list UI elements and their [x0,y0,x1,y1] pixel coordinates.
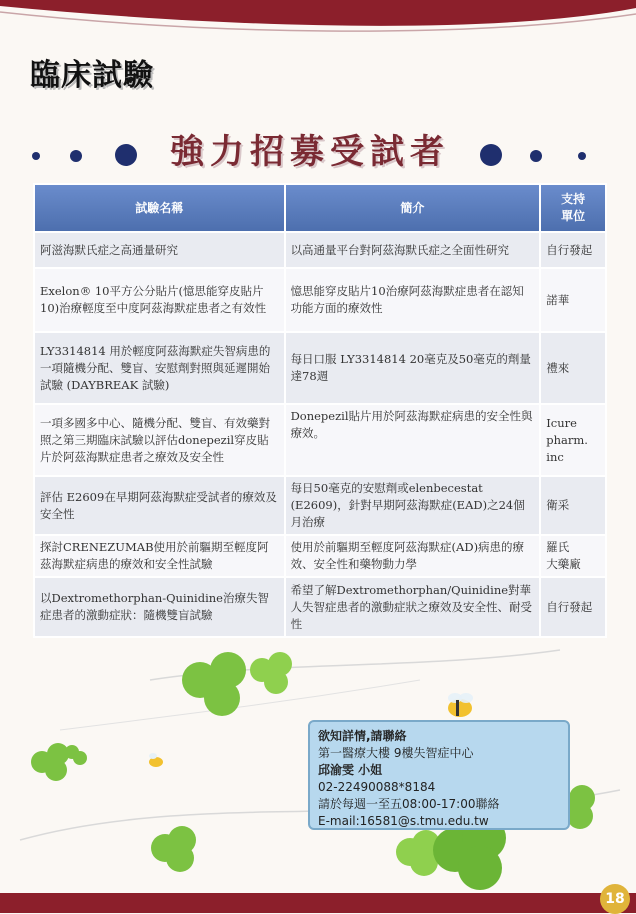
recruitment-banner: 強力招募受試者 [170,132,450,172]
trial-description: 使用於前驅期至輕度阿茲海默症(AD)病患的療效、安全性和藥物動力學 [285,535,541,577]
trial-sponsor: 禮來 [540,332,606,404]
dot [32,152,40,160]
table-row [34,535,606,577]
header-sponsor: 支持 單位 [540,184,606,232]
contact-hours: 請於每週一至五08:00-17:00聯絡 [318,797,500,811]
trial-name: 評估 E2609在早期阿茲海默症受試者的療效及安全性 [34,476,285,535]
trial-sponsor: 自行發起 [540,577,606,637]
header-trial-name: 試驗名稱 [34,184,285,232]
contact-phone: 02-22490088*8184 [318,780,436,794]
trial-name: 一項多國多中心、隨機分配、雙盲、有效藥對照之第三期臨床試驗以評估donepezil穿皮貼片於阿茲海默症患者之療效及安全性 [34,404,285,476]
top-swoosh-decoration [0,0,636,40]
table-row [34,268,606,332]
clover-icon [250,652,292,694]
trial-description: 以高通量平台對阿茲海默氏症之全面性研究 [285,232,541,268]
contact-info-box [308,720,570,830]
table-row [34,577,606,637]
table-row [34,404,606,476]
trial-name: LY3314814 用於輕度阿茲海默症失智病患的一項隨機分配、雙盲、安慰劑對照與延遲開始試驗 (DAYBREAK 試驗) [34,332,285,404]
trial-description: 憶思能穿皮貼片10治療阿茲海默症患者在認知功能方面的療效性 [285,268,541,332]
dot [115,144,137,166]
table-header-row [34,184,606,232]
trial-sponsor: Icure pharm. inc [540,404,606,476]
trial-sponsor: 衛采 [540,476,606,535]
trial-description: 希望了解Dextromethorphan/Quinidine對華人失智症患者的激動症狀之療效及安全性、耐受性 [285,577,541,637]
trial-sponsor: 諾華 [540,268,606,332]
dot [530,150,542,162]
trials-table [33,183,607,638]
dot [480,144,502,166]
contact-heading: 欲知詳情,請聯絡 [318,729,407,743]
page-number: 18 [600,884,630,914]
contact-person: 邱渝雯 小姐 [318,763,383,777]
bee-icon [149,753,163,767]
table-row [34,476,606,535]
trial-description: 每日口服 LY3314814 20毫克及50毫克的劑量達78週 [285,332,541,404]
dot [578,152,586,160]
dot [70,150,82,162]
section-title: 臨床試驗 [30,58,154,93]
trial-description: 每日50毫克的安慰劑或elenbecestat (E2609)，針對早期阿茲海默症(EAD)之24個月治療 [285,476,541,535]
trial-name: Exelon® 10平方公分貼片(憶思能穿皮貼片10)治療輕度至中度阿茲海默症患者之有效性 [34,268,285,332]
header-description: 簡介 [285,184,541,232]
trial-sponsor: 自行發起 [540,232,606,268]
bee-icon [448,693,473,717]
clover-icon [182,652,246,716]
contact-location: 第一醫療大樓 9樓失智症中心 [318,746,474,760]
bottom-bar [0,893,636,913]
clover-icon [151,826,196,872]
clover-icon [31,743,87,781]
trial-name: 以Dextromethorphan-Quinidine治療失智症患者的激動症狀：隨機雙盲試驗 [34,577,285,637]
trial-name: 探討CRENEZUMAB使用於前驅期至輕度阿茲海默症病患的療效和安全性試驗 [34,535,285,577]
trial-description: Donepezil貼片用於阿茲海默症病患的安全性與療效。 [285,404,541,476]
trial-sponsor: 羅氏 大藥廠 [540,535,606,577]
table-row [34,232,606,268]
trial-name: 阿滋海默氏症之高通量研究 [34,232,285,268]
contact-email[interactable]: E-mail:16581@s.tmu.edu.tw [318,814,489,828]
table-row [34,332,606,404]
